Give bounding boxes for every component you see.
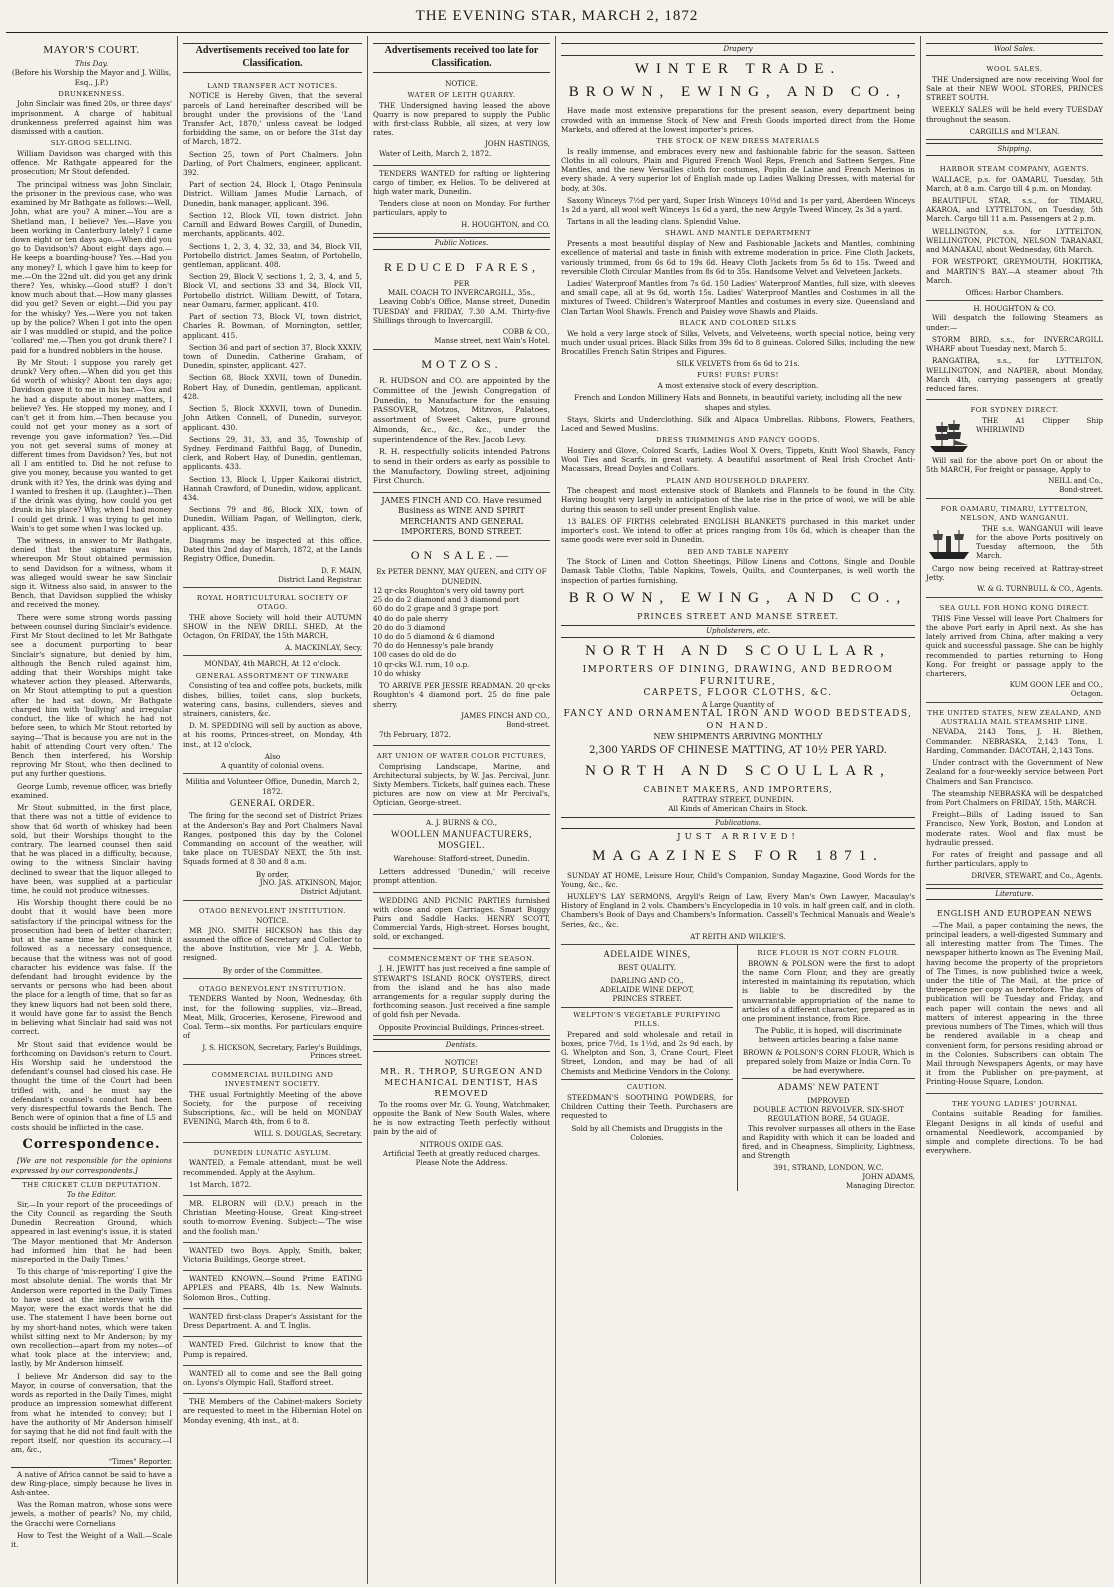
ad-text: Comprising Landscape, Marine, and Architectural subjects, by W. Jas. Percival, Junr. Sixty Members. Tickets, half guinea each. These pictures are now on view at Mr Percival's, Optician, George-street. — [373, 761, 550, 808]
ad-text: A most extensive stock of every description. — [657, 381, 819, 391]
tinware-ad — [183, 656, 362, 774]
letter-paragraph: I believe Mr Anderson did say to the Mayor, in course of conversation, that the words as reported in the Daily Times, might produce an impression somewhat different from what he intended to convey; but I have the authority of Mr Anderson himself for saying that he did not find fault with the report itself, nor question its accuracy.—I am, &c., — [11, 1371, 172, 1455]
benevolent-tenders-ad — [183, 979, 362, 1066]
ad-heading: ON SALE.— — [410, 548, 513, 563]
ad-text: WANTED Fred. Gilchrist to know that the Pump is repaired. — [183, 1340, 362, 1359]
ad-text: WANTED KNOWN.—Sound Prime EATING APPLES and PEARS, 4lb 1s. New Walnuts. Solomon Bros., Cutting. — [183, 1274, 362, 1302]
elborn-ad — [183, 1196, 362, 1243]
ball-ad — [183, 1366, 362, 1394]
ad-signature: JOHN HASTINGS, — [485, 140, 550, 149]
ad-text: Also — [264, 751, 281, 761]
column-1 — [6, 36, 178, 1584]
ad-text: The Stock of Linen and Cotton Sheetings, Pillow Linens and Cottons, Single and Double Damask Table Cloths, Table Napkins, Towels, Quilts, and Counterpanes, is well worth the inspection of parties furnishing. — [561, 557, 915, 585]
ad-text: French and London Millinery Hats and Bonnets, in beautiful variety, including all the new shapes and styles. — [574, 393, 902, 412]
ad-text: Tenders close at noon on Monday. For further particulars, apply to — [373, 199, 550, 218]
ad-signature: JOHN ADAMS, — [862, 1172, 915, 1181]
list-item: 70 do do Hennessy's pale brandy — [373, 641, 494, 651]
ad-text: A quantity of colonial ovens. — [220, 761, 325, 771]
ad-text: This revolver surpasses all others in the Ease and Rapidity with which it can be loaded and fired, and in Cheapness, Simplicity, Lightness, and Strength — [742, 1123, 915, 1161]
ad-signature: KUM GOON LEE and CO., — [1009, 681, 1103, 690]
land-item: Sections 29, 31, 33, and 35, Township of Sydney. Ferdinand Faithful Bagg, of Dunedin, clerk, and Robert Hay, of Dunedin, gentleman, applicants. 433. — [183, 434, 362, 472]
ad-text: RATTRAY STREET, DUNEDIN. — [682, 795, 794, 805]
brown-ewing-heading: BROWN, EWING, AND CO., — [568, 84, 908, 101]
masthead: THE EVENING STAR, MARCH 2, 1872 — [415, 8, 699, 24]
ad-heading: A. J. BURNS & CO., — [425, 817, 498, 827]
ad-text: Ex PETER DENNY, MAY QUEEN, and CITY OF DUNEDIN. — [376, 567, 547, 586]
late-ads-header: Advertisements received too late for Classification. — [183, 43, 362, 73]
land-item: Section 36 and part of section 37, Block XXXIV, town of Dunedin. Catherine Graham, of Dunedin, spinster, applicant. 427. — [183, 342, 362, 371]
masthead-rule — [6, 32, 1108, 33]
ad-signature: J. S. HICKSON, Secretary, Farley's Buildings, Princes street. — [202, 1043, 362, 1061]
ad-text: RANGATIRA, s.s., for LYTTELTON, WELLINGTON, and NAPIER, about Monday, March 4th, carrying passengers at greatly reduced fares. — [926, 356, 1103, 393]
ad-text: JAMES FINCH AND CO. Have resumed Business as WINE AND SPIRIT MERCHANTS AND GENERAL IMPORTERS, BOND STREET. — [381, 496, 542, 536]
mayors-court-day: This Day. — [74, 59, 109, 69]
ad-heading: JUST ARRIVED! — [677, 832, 799, 843]
ad-heading: SHAWL AND MANTLE DEPARTMENT — [664, 229, 812, 238]
ad-signature: CARGILLS and M'LEAN. — [969, 126, 1060, 136]
section-public-notices: Public Notices. — [373, 237, 550, 250]
ad-heading: OTAGO BENEVOLENT INSTITUTION. — [199, 984, 346, 993]
list-item: 10 qr-cks W.I. rum, 10 o.p. — [373, 659, 470, 669]
land-item: Part of section 73, Block VI, town district, Charles R. Bowman, of Mornington, settler, applicant. 415. — [183, 312, 362, 340]
wool-sales-ad — [926, 59, 1103, 140]
ad-heading: WELPTON'S VEGETABLE PURIFYING PILLS. — [561, 1007, 733, 1028]
ad-text: 391, STRAND, LONDON, W.C. — [773, 1163, 884, 1173]
ad-signature: A. MACKINLAY, Secy. — [285, 643, 362, 652]
ad-heading: WOOL SALES. — [986, 64, 1043, 73]
ad-heading: ART UNION OF WATER COLOR PICTURES, — [376, 751, 547, 760]
land-item: Section 29, Block V, sections 1, 2, 3, 4, and 5, Block VI, and sections 33 and 34, Block VII, Portobello district. William Dewitt, of Totara, near Oamaru, farmer, applicant. 410. — [183, 272, 362, 309]
ad-text: Tartans in all the leading clans. Splendid Value. — [567, 217, 741, 227]
ad-heading: NOTICE. — [445, 78, 478, 88]
wanganui-ad — [926, 499, 1103, 598]
ad-heading: CARPETS, FLOOR CLOTHS, &C. — [643, 688, 833, 699]
benevolent-notice-ad — [183, 901, 362, 979]
ad-text: PRINCES STREET. — [612, 994, 682, 1004]
hong-kong-ad — [926, 598, 1103, 703]
ad-text: Leaving Cobb's Office, Manse street, Dunedin TUESDAY and FRIDAY, 7.30 A.M. Thirty-five Shillings through to Invercargill. — [373, 297, 550, 325]
sly-grog-heading: SLY-GROG SELLING. — [50, 139, 133, 148]
section-shipping: Shipping. — [926, 143, 1103, 156]
ad-signature: D. F. MAIN, — [321, 566, 362, 575]
bottom-ads-left — [561, 945, 738, 1190]
column-2 — [178, 36, 368, 1584]
ad-text: Have made most extensive preparations for the present season, every department being crowded with an immense Stock of New and Fresh Goods imported direct from the Home Markets, and offered at the lowest importer's prices. — [561, 106, 915, 134]
article-paragraph: Mr Stout said that evidence would be forthcoming on Davidson's return to Court. His Worship said he understood the defendant's counsel had closed his case. He thought the time of the Court had been trifled with, and he must say the defendant's counsel's conduct had been very disrespectful towards the Bench. The Bench were of opinion that a fine of L5 and costs should be inflicted in the case. — [11, 1039, 172, 1132]
land-item: Section 5, Block XXXVII, town of Dunedin. John Aitken Connell, of Dunedin, surveyor, applicant. 430. — [183, 404, 362, 432]
ad-text: We hold a very large stock of Silks, Velvets, and Velveteens, worth special notice, being very much under usual prices. Black Silks from 39s 6d to 8 guineas. Colored Silks, including the new Brocatilles French Satin Stripes and Figures. — [561, 328, 915, 356]
ad-text: THE above Society will hold their AUTUMN SHOW in the NEW DRILL SHED, At the Octagon, On FRIDAY, the 15th MARCH, — [183, 612, 362, 641]
asylum-ad — [183, 1143, 362, 1196]
ad-text: PER — [453, 278, 470, 288]
north-scoullar-heading: NORTH AND SCOULLAR, — [585, 762, 891, 779]
ad-text: SUNDAY AT HOME, Leisure Hour, Child's Companion, Sunday Magazine, Good Words for the Young, &c., &c. — [561, 870, 915, 889]
pump-ad — [183, 1337, 362, 1365]
ad-heading: BED AND TABLE NAPERY — [687, 547, 789, 556]
ad-text: BROWN & POLSON'S CORN FLOUR, Which is prepared solely from Maize or India Corn. To be had everywhere. — [742, 1047, 915, 1076]
ad-text: Offices: Harbor Chambers. — [965, 288, 1064, 297]
column-4 — [556, 36, 921, 1584]
ad-text: Warehouse: Stafford-street, Dunedin. — [393, 853, 530, 863]
misc-item: Was the Roman matron, whose sons were jewels, a mother of pearls? No, my child, the Gracchi were Cornelians — [11, 1500, 172, 1528]
ad-heading: NOTICE. — [256, 916, 289, 926]
ad-heading: GENERAL ASSORTMENT OF TINWARE — [195, 671, 350, 680]
ad-heading: GENERAL ORDER. — [229, 797, 316, 808]
ad-text: J. H. JEWITT has just received a fine sample of STEWART'S ISLAND ROCK OYSTERS, direct from the island and he has also made arrangements for a regular supply during the forthcoming season. Just received a fine sample of gold fish per Nevada. — [373, 964, 550, 1020]
ad-text: Stays, Skirts and Underclothing. Silk and Alpaca Umbrellas. Ribbons, Flowers, Feathers, Laced and Sewed Muslins. — [561, 414, 915, 433]
misc-item: How to Test the Weight of a Wall.—Scale it. — [11, 1530, 172, 1550]
commercial-building-ad — [183, 1065, 362, 1142]
ad-text: Freight—Bills of Lading issued to San Francisco, New York, Boston, and London at moderate rates. Wool and flax must be hydraulic pressed. — [926, 810, 1103, 847]
misc-item: A native of Africa cannot be said to have a dew Ring-place, simply because he lives in Ash-antee. — [11, 1467, 172, 1498]
ad-heading: 2,300 YARDS OF CHINESE MATTING, AT 10½ PER YARD. — [589, 744, 887, 756]
land-transfer-ad — [183, 76, 362, 589]
ad-heading: PRINCES STREET AND MANSE STREET. — [637, 612, 839, 622]
ad-signature: Opposite Provincial Buildings, Princes-street. — [378, 1022, 545, 1032]
ad-heading: REDUCED FARES, — [383, 259, 540, 274]
ad-text: The firing for the second set of District Prizes at the Anderson's Bay and Port Chalmers Naval Ranges, postponed this day by the Colonel Commanding on account of the weather, will take place on TUESDAY NEXT, the 5th inst. Squads formed at 8 30 and 8 a.m. — [183, 811, 362, 867]
article-paragraph: George Lumb, revenue officer, was briefly examined. — [11, 781, 172, 800]
mail-steamship-ad — [926, 703, 1103, 884]
ad-heading: COMMERCIAL BUILDING AND INVESTMENT SOCIETY. — [211, 1071, 334, 1089]
ad-text: THE Undersigned are now receiving Wool for Sale at their NEW WOOL STORES, PRINCES STREET SOUTH. — [926, 74, 1103, 103]
ad-text: FOR WESTPORT, GREYMOUTH, HOKITIKA, and MARTIN'S BAY.—A steamer about 7th March. — [926, 257, 1103, 285]
ad-heading: CABINET MAKERS, AND IMPORTERS, — [643, 784, 833, 794]
ad-text: Under contract with the Government of New Zealand for a four-weekly service between Port Chalmers and San Francisco. — [926, 758, 1103, 786]
ad-text: BEST QUALITY. — [618, 962, 676, 972]
ad-heading: FOR SYDNEY DIRECT. — [970, 406, 1059, 415]
ad-text: By order of the Committee. — [222, 965, 323, 975]
harbor-steam-ad — [926, 159, 1103, 301]
ad-text: Will sail for the above port On or about the 5th MARCH, For freight or passage, Apply to — [926, 455, 1103, 475]
ad-text: THE s.s. WANGANUI will leave for the above Ports positively on Tuesday afternoon, the 5th March. — [976, 523, 1103, 561]
ad-text: SILK VELVETS from 6s 6d to 21s. — [676, 359, 800, 369]
land-item: Sections 1, 2, 3, 4, 32, 33, and 34, Block VII, Portobello district. James Seaton, of Portobello, gentleman, applicant. 408. — [183, 241, 362, 269]
ad-heading: MONDAY, 4th MARCH, At 12 o'clock. — [204, 659, 341, 669]
ad-text: WEDDING AND PICNIC PARTIES furnished with close and open Carriages. Smart Buggy Pairs and Saddle Hacks. HENRY SCOTT, Commercial Yards, High-street. Horses bought, sold, or exchanged. — [373, 895, 550, 942]
ad-heading: DRESS TRIMMINGS AND FANCY GOODS. — [656, 436, 820, 445]
ad-text: Diagrams may be inspected at this office. Dated this 2nd day of March, 1872, at the Lands Registry Office, Dunedin. — [183, 535, 362, 564]
ad-heading: LAND TRANSFER ACT NOTICES. — [207, 81, 338, 90]
land-item: Part of section 24, Block I, Otago Peninsula District. William James Mudie Larnach, of Dunedin, bank manager, applicant. 396. — [183, 180, 362, 208]
ad-text: TENDERS WANTED for rafting or lightering cargo of timber, ex Helios. To be delivered at high water mark, Dunedin. — [373, 168, 550, 196]
article-paragraph: The witness, in answer to Mr Bathgate, denied that the signature was his, whereupon Mr Stout obtained permission to send Davidson for a witness, whom it was alleged would swear he saw Sinclair sign it. Witness also said, in answer to the Bench, that Davidson supplied the whisky and received the money. — [11, 535, 172, 610]
ad-text: 1st March, 1872. — [189, 1179, 252, 1189]
ad-text: WANTED two Boys. Apply, Smith, baker, Victoria Buildings, George street. — [183, 1245, 362, 1265]
draper-ad — [183, 1309, 362, 1337]
ad-signature: NEILL and Co., — [1048, 477, 1103, 486]
ad-text: Presents a most beautiful display of New and Fashionable Jackets and Mantles, combining excellence of material and taste in finish with extreme moderation in price. Fine Cloth Jackets, variously trimmed, from 6s 6d to 19s 6d. Heavy Cloth Jackets from 5s 6d to 15s. Tweed and reversible Cloth Circular Mantles from 8s 6d to 35s. Handsome Velvet and Velveteen Jackets. — [561, 239, 915, 276]
tenders-ad — [373, 166, 550, 234]
land-item: Section 13, Block I, Upper Kaikorai district, Hannah Crawford, of Dunedin, widow, applicant. 434. — [183, 474, 362, 503]
ad-text: NOTICE is Hereby Given, that the several parcels of Land hereinafter described will be brought under the provisions of the 'Land Transfer Act, 1870,' unless caveat be lodged forbidding the same, on or before the 31st day of March, 1872. — [183, 91, 362, 147]
ad-text: WALLACE, p.s. for OAMARU, Tuesday, 5th March, at 8 a.m. Cargo till 4 p.m. on Monday. — [926, 174, 1103, 193]
ad-text: BROWN & POLSON were the first to adopt the name Corn Flour, and they are greatly interested in maintaining its reputation, which is liable to be discredited by the unwarrantable appropriation of the name to articles of a different character, prepared as in one prominent instance, from Rice. — [742, 958, 915, 1024]
ad-heading: HARBOR STEAM COMPANY, AGENTS. — [939, 164, 1090, 173]
ad-text: THE A1 Clipper Ship WHIRLWIND — [976, 415, 1103, 435]
ad-text: STORM BIRD, s.s., for INVERCARGILL WHARF about Tuesday next, March 5. — [926, 334, 1103, 354]
ad-text: THE Members of the Cabinet-makers Society are requested to meet in the Hibernian Hotel on Monday evening, 4th inst., at 8. — [183, 1397, 362, 1425]
cricket-heading: THE CRICKET CLUB DEPUTATION. — [11, 1178, 172, 1190]
ad-text: The Public, it is hoped, will discriminate between articles bearing a false name — [755, 1026, 902, 1045]
drunkenness-text: John Sinclair was fined 20s, or three days' imprisonment. A charge of habitual drunkenness preferred against him was dismissed with a caution. — [11, 99, 172, 137]
ad-text: Consisting of tea and coffee pots, buckets, milk dishes, billies, toilet cans, slop buckets, watering cans, basins, cullenders, sieves and strainers, canisters, &c. — [183, 681, 362, 719]
ad-signature: Bond-street. — [506, 720, 550, 729]
ad-text: By order, — [255, 869, 290, 879]
ad-text: WEEKLY SALES will be held every TUESDAY throughout the season. — [926, 105, 1103, 124]
english-news-ad — [926, 903, 1103, 1093]
ad-heading: MR. R. THROP, SURGEON AND MECHANICAL DENTIST, HAS REMOVED — [379, 1067, 544, 1099]
ad-heading: NEW SHIPMENTS ARRIVING MONTHLY — [653, 731, 823, 741]
ad-text: WANTED all to come and see the Ball going on. Lyons's Olympic Hall, Stafford street. — [183, 1368, 362, 1388]
ad-heading: CAUTION. — [561, 1079, 733, 1092]
ad-heading: NOTICE! — [444, 1057, 479, 1067]
ad-text: Sold by all Chemists and Druggists in the Colonies. — [571, 1124, 723, 1143]
article-paragraph: His Worship thought there could be no doubt that it would have been more satisfactory if the principal witness for the prosecution had been of better character; but at the same time he did not think it followed as a necessary consequence, because that the witness was not of good character his evidence was false. If the defendant had brought evidence by the servants or persons who had been about the place for a length of time, that so far as they knew liquors had not been sold there, it would have gone far to assist the Bench in believing what Sinclair had said was not correct. — [11, 898, 172, 1037]
ad-heading: PLAIN AND HOUSEHOLD DRAPERY. — [666, 476, 810, 485]
section-drapery: Drapery — [561, 43, 915, 56]
ad-heading: WATER OF LEITH QUARRY. — [407, 90, 516, 99]
ad-text: The steamship NEBRASKA will be despatched from Port Chalmers on FRIDAY, 15th, MARCH. — [926, 788, 1103, 808]
land-item: Sections 79 and 86, Block XIX, town of Dunedin, William Pagan, of Wellington, clerk, applicant. 435. — [183, 505, 362, 533]
sydney-ad — [926, 400, 1103, 499]
ad-text: The cheapest and most extensive stock of Blankets and Flannels to be found in the City. Having bought very largely in anticipation of the late rise in the price of wool, we will be able during this season to sell under present English value. — [561, 486, 915, 514]
ad-signature: DRIVER, STEWART, and Co., Agents. — [971, 871, 1103, 880]
ad-heading: THE YOUNG LADIES' JOURNAL — [951, 1099, 1078, 1108]
ad-signature: H. HOUGHTON, and CO. — [461, 220, 550, 229]
ad-text: Hosiery and Glove, Colored Scarfs, Ladies Wool X Overs, Tippets, Knitt Wool Shawls, Fancy Wool Ties and Scarfs, in great variety. A beautiful assortment of Real Irish Crochet Anti-Macassars, Bread Doyles and Collars. — [561, 445, 915, 474]
ad-text: R. HUDSON and CO. are appointed by the Committee of the Jewish Congregation of Dunedin, to Manufacture for the ensuing PASSOVER, Motzos, Mitzvos, Palatoes, assortment of Sweet Cakes, pure ground Almonds, &c., &c., &c., under the superintendence of the Rev. Jacob Levy. — [373, 376, 550, 444]
on-sale-ad — [373, 541, 550, 746]
article-paragraph: By Mr Stout: I suppose you rarely get drunk? Very often.—When did you get this 6d worth of whisky? About ten days ago; Davidson gave it to me in his bar.—You and he had a dispute about money matters, I believe? Yes. He stopped my money, and I can't get it from him.—Then because you could not get your money as a sort of revenge you gave information? Yes.—Did you not get several sums of money at different times from Davidson? Yes, but not all I am entitled to. Did he not refuse to give you money, because you wanted to get drunk with it? Yes, the drink was dying and I wanted to freshen it up. (Laughter.)—Then if the drink was dying, how could you get drunk in his place? Why, when I had money I could get drink. I was trying to get into Wain's to get some when I was locked up. — [11, 357, 172, 533]
cricket-to-editor: To the Editor. — [66, 1190, 117, 1200]
ad-signature: AT REITH AND WILKIE'S. — [690, 931, 786, 941]
ad-text: TENDERS Wanted by Noon, Wednesday, 6th inst, for the following supplies, viz—Bread, Meat, Milk, Groceries, Kerosene, Firewood and Coal. Term—six months. For particulars enquire of — [183, 994, 362, 1041]
column-5 — [921, 36, 1108, 1584]
ad-heading: COMMENCEMENT OF THE SEASON. — [388, 954, 535, 963]
list-item: 20 do do 3 diamond — [373, 622, 446, 632]
ad-signature: COBB & CO., — [502, 328, 550, 336]
cabinet-makers-ad — [183, 1394, 362, 1431]
ad-signature: Bond-street. — [1059, 486, 1103, 495]
ad-text: TO ARRIVE PER JESSIE READMAN. 20 qr-cks Roughton's 4 diamond port. 25 do fine pale sherry. — [373, 681, 550, 709]
ad-heading: ADAMS' NEW PATENT — [742, 1078, 915, 1094]
coach-fares-ad — [373, 253, 550, 350]
magazines-heading: MAGAZINES FOR 1871. — [592, 848, 884, 865]
ad-heading: MOTZOS. — [421, 356, 502, 371]
ad-text: MR JNO. SMITH HICKSON has this day assumed the office of Secretary and Collector to the above Institution, vice Mr J. A. Webb, resigned. — [183, 925, 362, 963]
list-item: 10 do do 5 diamond & 6 diamond — [373, 632, 495, 641]
steamship-icon — [926, 526, 972, 562]
houghton-ad — [926, 301, 1103, 400]
ad-text: Water of Leith, March 2, 1872. — [379, 149, 492, 159]
ad-signature: Manse street, next Wain's Hotel. — [434, 336, 550, 345]
ad-text: Letters addressed 'Dunedin,' will receive prompt attention. — [373, 867, 550, 886]
ad-text: Artificial Teeth at greatly reduced charges. Please Note the Address. — [382, 1148, 541, 1167]
ad-text: Cargo now being received at Rattray-street Jetty. — [926, 563, 1103, 582]
ad-heading: MAIL COACH TO INVERCARGILL, 35s., — [387, 288, 536, 298]
list-item: 25 do do 2 diamond and 3 diamond port — [373, 595, 520, 605]
ad-text: All Kinds of American Chairs in Stock. — [668, 804, 808, 814]
section-literature: Literature. — [926, 888, 1103, 901]
bottom-ads-right — [738, 945, 915, 1190]
correspondence-title: Correspondence. — [22, 1136, 161, 1152]
ad-heading: DOUBLE ACTION REVOLVER. SIX-SHOT REGULATION BORE, 54 GUAGE. — [753, 1105, 904, 1124]
ad-text: 7th February, 1872. — [379, 729, 451, 739]
ad-signature: Octagon. — [1070, 690, 1103, 699]
ad-text: MR. ELBORN will (D.V.) preach in the Christian Meeting-House, Great King-street south to-morrow Evening. Subject:—'The wise and the foolish man.' — [183, 1198, 362, 1236]
mayors-court-before: (Before his Worship the Mayor and J. Willis, Esq., J.P.) — [11, 68, 172, 87]
winter-trade-heading: WINTER TRADE. — [634, 60, 842, 77]
correspondence-note: [We are not responsible for the opinions expressed by our correspondents.] — [11, 1156, 172, 1175]
section-upholsterers: Upholsterers, etc. — [561, 625, 915, 638]
ad-text: THIS Fine Vessel will leave Port Chalmers for the above Port early in April next. As she has lately arrived from China, after making a very quick and successful passage. She can be highly recommended to parties returning to Hong Kong. For freight or passage apply to the charterers, — [926, 613, 1103, 678]
ad-text: A Large Quantity of — [702, 700, 774, 709]
young-ladies-ad — [926, 1094, 1103, 1162]
ad-heading: RICE FLOUR IS NOT CORN FLOUR. — [757, 949, 900, 958]
dentist-ad — [373, 1055, 550, 1170]
article-paragraph: The principal witness was John Sinclair, the prisoner in the previous case, who was examined by Mr Bathgate as follows:—Well, John, what are you? A miner.—You are a Shetland man, I believe? Yes.—Have you been working in Canterbury lately? I came down eight or ten days ago.—When did you go to Davidson's? About eight days ago.—He keeps a boarding-house? Yes.—Had you any money? I, which I gave him to keep for me.—On the 22nd ult. did you get any drink there? Yes, whisky.—Good stuff? I don't know much about that.—How many glasses did you get? Seven or eight.—Did you pay for the whisky? Yes.—Were you not taken up by the police? When I got into the open air I was muddled or stupid, and the police 'collared' me.—Then you got drunk there? I paid for a hundred nobblers in the house. — [11, 179, 172, 355]
ad-heading: ROYAL HORTICULTURAL SOCIETY OF OTAGO. — [196, 594, 349, 612]
ad-heading: OTAGO BENEVOLENT INSTITUTION. — [199, 906, 346, 915]
ad-text: R. H. respectfully solicits intended Patrons to send in their orders as early as possible to the Manufactory, Dowling street, adjoining First Church. — [373, 447, 550, 486]
land-item: Section 68, Block XXVII, town of Dunedin. Robert Hay, of Dunedin, gentleman, applicant. 428. — [183, 373, 362, 401]
ad-text: Ladies' Waterproof Mantles from 7s 6d. 150 Ladies' Waterproof Mantles, full size, with sleeves and small cape, all at 9s 6d, worth 15s. Ladies' Waterproof Mantles and Costumes in all the mixtures of Tweed. Children's Waterproof Mantles and costumes in every size. Queensland and Clan Tartan Wool Shawls. French and Paisley wove Shawls and Plaids. — [561, 278, 915, 316]
ad-text: NEVADA, 2143 Tons, J. H. Blethen, Commander. NEBRASKA, 2,143 Tons, I. Harding, Commander. DACOTAH, 2,143 Tons. — [926, 727, 1103, 755]
burns-ad — [373, 815, 550, 893]
late-ads-header: Advertisements received too late for Classification. — [373, 43, 550, 73]
motzos-ad — [373, 350, 550, 493]
ad-heading: ON HAND. — [706, 720, 770, 731]
ad-text: ADELAIDE WINE DEPOT, — [599, 985, 695, 994]
ad-signature: WILL S. DOUGLAS, Secretary. — [254, 1129, 362, 1138]
ad-heading: THE UNITED STATES, NEW ZEALAND, AND AUSTRALIA MAIL STEAMSHIP LINE. — [927, 709, 1102, 726]
ad-text: D. M. SPEDDING will sell by auction as above, at his rooms, Princes-street, on Monday, 4th inst., at 12 o'clock, — [183, 721, 362, 749]
article-paragraph: There were some strong words passing between counsel during Sinclair's evidence. First Mr Stout declined to let Mr Bathgate see a document purporting to bear Sinclair's signature, but denied by him, although the Bench ruled against him, adding that their Worships might take whatever action they pleased. Afterwards, on Mr Stout attempting to put a question after he had sat down, Mr Bathgate charged him with 'bullying' and irregular conduct, the like of which he had not before seen, to which Mr Stout retorted by saying—'That is because you are not in the habit of attending Court very often.' The Bench then interfered, his Worship reproving Mr Stout, who then declined to put any further questions. — [11, 612, 172, 779]
ad-text: For rates of freight and passage and all further particulars, apply to — [926, 850, 1103, 869]
ad-heading: NITROUS OXIDE GAS. — [419, 1139, 504, 1149]
list-item: 40 do do pale sherry — [373, 613, 449, 623]
ad-heading: ENGLISH AND EUROPEAN NEWS — [936, 909, 1093, 919]
ad-text: 13 BALES OF FIRTHS celebrated ENGLISH BLANKETS purchased in this market under importer's cost. We intend to offer at prices ranging from 10s 6d, which is cheaper than the same goods were ever sold in Dunedin. — [561, 516, 915, 545]
list-item: 10 do whisky — [373, 668, 421, 678]
column-3 — [368, 36, 556, 1584]
ad-signature: JNO. JAS. ATKINSON, Major, — [259, 878, 362, 887]
sailing-ship-icon — [926, 418, 972, 454]
ad-heading: FURS! FURS! FURS! — [697, 371, 779, 380]
ad-signature: Managing Director. — [845, 1181, 915, 1190]
art-union-ad — [373, 746, 550, 815]
wedding-ad — [373, 893, 550, 949]
article-paragraph: Mr Stout submitted, in the first place, that there was not a tittle of evidence to show that 6d worth of whiskey had been sold, but their Worships thought to the contrary. The learned counsel then said that he was placed in a difficulty, because, owing to the witness Sinclair having declined to swear that the liquor alleged to have been, was supplied at a particular time, he could not produce witnesses. — [11, 803, 172, 896]
ad-text: IMPROVED — [807, 1095, 850, 1105]
letter-paragraph: To this charge of 'mis-reporting' I give the most absolute denial. The words that Mr Anderson were reported in the Daily Times to have used at the interview with the Mayor, were the exact words that he did use. The statement I have been borne out by my short-hand notes, which were taken whilst sitting next to Mr Anderson; by my own recollection—apart from my notes—of what took place at the interview; and, lastly, by Mr Anderson himself. — [11, 1267, 172, 1369]
ad-heading: ADELAIDE WINES, — [603, 949, 691, 960]
bottom-ads-row — [561, 944, 915, 1190]
ad-heading: DUNEDIN LUNATIC ASYLUM. — [213, 1148, 332, 1157]
letter-signature: "Times" Reporter. — [108, 1457, 172, 1466]
ad-signature: District Adjutant. — [300, 887, 362, 896]
north-scoullar-heading: NORTH AND SCOULLAR, — [585, 643, 891, 660]
section-publications: Publications. — [561, 817, 915, 830]
article-paragraph: William Davidson was charged with this offence. Mr Rathgate appeared for the prosecution; Mr Stout defended. — [11, 148, 172, 177]
ad-heading: BLACK AND COLORED SILKS — [679, 318, 797, 327]
ad-text: BEAUTIFUL STAR, s.s., for TIMARU, AKAROA, and LYTTELTON, on Tuesday, 5th March. Cargo till 11 a.m. Passengers at 2 p.m. — [926, 196, 1103, 224]
ad-text: Is really immense, and embraces every new and fashionable fabric for the season. Satteen Cloths in all colours, Plain and Figured French Wool Reps, French and Satteen Serges, Fine Mantles, and the new Versailles cloth for costumes, Poplin de Laine and French Merinos in every shade. A very superior lot of English made up Ladies Walking Dresses, with material for body, at 30s. — [561, 146, 915, 193]
section-dentists: Dentists. — [373, 1039, 550, 1052]
mayors-court-title: MAYOR'S COURT. — [43, 44, 140, 56]
ad-heading: SEA GULL FOR HONG KONG DIRECT. — [939, 603, 1090, 612]
ad-signature: District Land Registrar. — [278, 575, 362, 584]
ad-heading: H. HOUGHTON & CO. — [973, 304, 1056, 314]
letter-paragraph: Sir,—In your report of the proceedings of the City Council as regarding the South Dunedin Recreation Ground, which appeared in last evening's issue, it is stated 'The Mayor mentioned that Mr Anderson had informed him that he had been misreported in the Daily Times.' — [11, 1199, 172, 1265]
oysters-ad — [373, 949, 550, 1036]
ad-text: STEEDMAN'S SOOTHING POWDERS, for Children Cutting their Teeth. Purchasers are requested to — [561, 1092, 733, 1121]
land-item: Section 25, town of Port Chalmers. John Darling, of Port Chalmers, engineer, applicant. 392. — [183, 149, 362, 178]
finch-ad — [373, 493, 550, 541]
land-item: Section 12, Block VII, town district. John Carnill and Edward Bowes Cargill, of Dunedin, merchants, applicants. 402. — [183, 210, 362, 239]
ad-signature: W. & G. TURNBULL & CO., Agents. — [977, 585, 1103, 594]
section-wool-sales: Wool Sales. — [926, 43, 1103, 56]
ad-heading: IMPORTERS OF DINING, DRAWING, AND BEDROOM FURNITURE, — [582, 665, 894, 687]
ad-heading: FOR OAMARU, TIMARU, LYTTELTON, NELSON, AND WANGANUI. — [940, 505, 1089, 522]
ad-heading: Militia and Volunteer Office, Dunedin, March 2, 1872. — [185, 777, 360, 796]
drunkenness-heading: DRUNKENNESS. — [58, 89, 125, 98]
ad-heading: WOOLLEN MANUFACTURERS, MOSGIEL. — [390, 828, 533, 851]
ad-text: WANTED, a Female attendant, must be well recommended. Apply at the Asylum. — [183, 1158, 362, 1177]
ad-text: —The Mail, a paper containing the news, the principal leaders, a well-digested Summary and all interesting matter from The Times. The newspaper hitherto known as The Evening Mail, having become the property of the proprietors of The Times, is now published twice a week, under the title of The Mail, at the price of threepence per copy as heretofore. The days of publication will be Tuesday and Friday, and each paper will contain the news and all matters of interest appearing in the three previous numbers of The Times, which will thus be rendered available in a cheap and convenient form, for persons residing abroad or in the Colonies. Subscribers can obtain The Mail through Newspapers Agents, or may have it from the Publisher on pre-payment, at Printing-House Square, London. — [926, 920, 1103, 1087]
leith-quarry-ad — [373, 76, 550, 166]
horticultural-ad — [183, 588, 362, 656]
page-columns — [6, 36, 1108, 1584]
list-item: 100 cases do old do do — [373, 650, 457, 660]
ad-text: Saxony Winceys 7½d per yard, Super Irish Winceys 10½d and 1s per yard, Aberdeen Winceys 1s 2d a yard, all wool weft Winceys 1s 6d a yard, the new Argyle Tweed Wincey, 2s 3d a yard. — [561, 195, 915, 214]
apples-ad — [183, 1271, 362, 1309]
ad-text: Contains suitable Reading for families. Elegant Designs in all kinds of useful and ornamental Needlework, accompanied by simple and complete directions. To be had everywhere. — [926, 1109, 1103, 1156]
ad-text: THE usual Fortnightly Meeting of the above Society, for the purpose of receiving Subscriptions, &c., will be held on MONDAY EVENING, March 4th, from 6 to 8. — [183, 1089, 362, 1127]
ad-text: THE Undersigned having leased the above Quarry is now prepared to supply the Public with first-class Rubble, all sizes, at very low rates. — [373, 100, 550, 138]
ad-text: WELLINGTON, s.s. for LYTTELTON, WELLINGTON, PICTON, NELSON TARANAKI, and MANAKAU, about Wednesday, 6th March. — [926, 226, 1103, 255]
ad-signature: JAMES FINCH AND CO., — [461, 711, 550, 720]
list-item: 60 do do 2 grape and 3 grape port — [373, 604, 499, 614]
ad-text: Prepared and sold wholesale and retail in boxes, price 7½d, 1s 1½d, and 2s 9d each, by G. Whelpton and Son, 3, Crane Court, Fleet Street, London, and may be had of all Chemists and Medicine Vendors in the Colony. — [561, 1029, 733, 1076]
brown-ewing-heading: BROWN, EWING, AND CO., — [568, 589, 908, 606]
ad-text: HUXLEY'S LAY SERMONS, Argyll's Reign of Law, Every Man's Own Lawyer, Macaulay's History of England in 2 vols. Chambers's Encyclopedia in 10 vols. in half green calf, and in cloth. Chambers's Book of Days and Chambers's Information. Cassell's Technical Manuals and Weale's Series, &c., &c. — [561, 891, 915, 929]
general-order-ad — [183, 774, 362, 900]
ad-text: Will despatch the following Steamers as under:— — [926, 313, 1103, 332]
ad-heading: FANCY AND ORNAMENTAL IRON AND WOOD BEDSTEADS, — [563, 709, 913, 720]
boys-ad — [183, 1243, 362, 1271]
ad-text: To the rooms over Mr. G. Young, Watchmaker, opposite the Bank of New South Wales, where he is now extracting Teeth perfectly without pain by the aid of — [373, 1099, 550, 1137]
ad-text: WANTED first-class Draper's Assistant for the Dress Department. A. and T. Inglis. — [183, 1311, 362, 1331]
list-item: 12 qr-cks Roughton's very old tawny port — [373, 585, 524, 595]
ad-heading: THE STOCK OF NEW DRESS MATERIALS — [656, 136, 820, 145]
ad-text: DARLING AND CO., — [610, 975, 684, 985]
